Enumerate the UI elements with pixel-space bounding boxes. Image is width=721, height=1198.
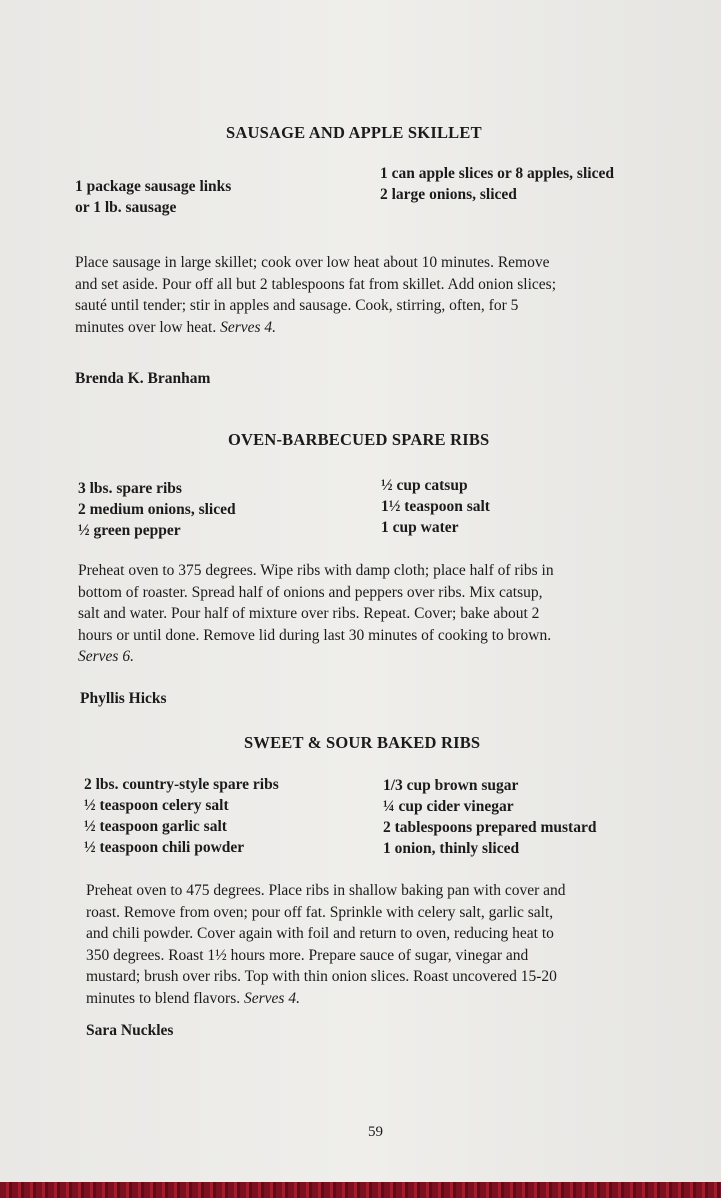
directions-text: minutes to blend flavors. <box>86 989 241 1007</box>
ingredients-left <box>84 774 279 858</box>
directions-line: mustard; brush over ribs. Top with thin onion slices. Roast uncovered 15-20 <box>86 968 557 985</box>
recipe-author: Brenda K. Branham <box>75 370 211 387</box>
serves-note: Serves 4. <box>220 318 277 336</box>
directions-line: Place sausage in large skillet; cook over low heat about 10 minutes. Remove <box>75 254 550 271</box>
ingredient: 2 medium onions, sliced <box>78 501 236 518</box>
ingredient: 1 cup water <box>381 519 459 536</box>
directions <box>75 252 556 338</box>
ingredient: ½ cup catsup <box>381 477 468 494</box>
recipe-title: SWEET & SOUR BAKED RIBS <box>244 733 481 752</box>
ingredients-left <box>75 176 231 218</box>
recipe-title: SAUSAGE AND APPLE SKILLET <box>226 123 482 142</box>
directions-line: roast. Remove from oven; pour off fat. Sprinkle with celery salt, garlic salt, <box>86 903 554 921</box>
ingredients-right <box>380 163 614 205</box>
serves-note: Serves 4. <box>244 989 300 1007</box>
directions-line <box>86 988 566 1010</box>
ingredient: 1 package sausage links <box>75 178 232 195</box>
ingredient: 1 can apple slices or 8 apples, sliced <box>380 165 614 182</box>
directions-line: hours or until done. Remove lid during last 30 minutes of cooking to brown. <box>78 626 552 644</box>
ingredient: ½ green pepper <box>78 522 181 539</box>
page-number: 59 <box>368 1124 383 1140</box>
ingredient: 3 lbs. spare ribs <box>78 480 182 497</box>
ingredient: 1½ teaspoon salt <box>381 498 490 515</box>
directions-line: sauté until tender; stir in apples and sausage. Cook, stirring, often, for 5 <box>75 297 519 314</box>
directions <box>78 560 554 668</box>
directions-line: Preheat oven to 375 degrees. Wipe ribs with damp cloth; place half of ribs in <box>78 562 554 579</box>
recipe-title: OVEN-BARBECUED SPARE RIBS <box>228 430 490 449</box>
ingredients-right <box>381 475 490 538</box>
directions-line: and chili powder. Cover again with foil and return to oven, reducing heat to <box>86 925 554 942</box>
directions-line <box>78 646 554 668</box>
directions-line: salt and water. Pour half of mixture over ribs. Repeat. Cover; bake about 2 <box>78 605 540 622</box>
directions-line <box>75 317 556 339</box>
ingredient: 2 tablespoons prepared mustard <box>383 819 597 836</box>
ingredient: 1 onion, thinly sliced <box>383 840 520 857</box>
recipe-author: Phyllis Hicks <box>80 690 167 707</box>
directions-text: minutes over low heat. <box>75 318 217 336</box>
directions-line: bottom of roaster. Spread half of onions and peppers over ribs. Mix catsup, <box>78 583 543 601</box>
ingredient: ½ teaspoon celery salt <box>84 797 229 814</box>
recipe-author: Sara Nuckles <box>86 1022 174 1039</box>
ingredient: 2 large onions, sliced <box>380 186 517 203</box>
ingredient: ½ teaspoon garlic salt <box>84 818 227 835</box>
directions <box>86 880 566 1009</box>
ingredients-left <box>78 478 236 541</box>
ingredient: ¼ cup cider vinegar <box>383 798 514 815</box>
ingredient: 2 lbs. country-style spare ribs <box>84 776 279 793</box>
directions-line: Preheat oven to 475 degrees. Place ribs in shallow baking pan with cover and <box>86 882 566 899</box>
serves-note: Serves 6. <box>78 648 134 665</box>
ingredients-right <box>383 775 596 859</box>
ingredient: ½ teaspoon chili powder <box>84 839 245 856</box>
ingredient: 1/3 cup brown sugar <box>383 777 519 794</box>
directions-line: 350 degrees. Roast 1½ hours more. Prepare sauce of sugar, vinegar and <box>86 946 529 964</box>
ingredient: or 1 lb. sausage <box>75 199 177 216</box>
tablecloth-edge <box>0 1182 721 1198</box>
directions-line: and set aside. Pour off all but 2 tablespoons fat from skillet. Add onion slices; <box>75 275 557 293</box>
